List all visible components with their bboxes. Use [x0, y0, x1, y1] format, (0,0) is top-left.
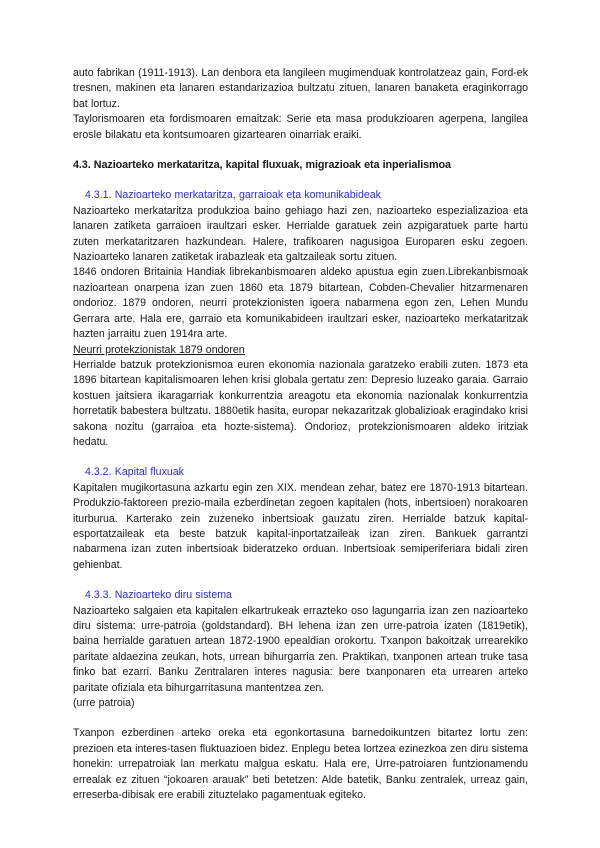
intro-paragraph-1: auto fabrikan (1911-1913). Lan denbora eta langileen mugimenduak kontrolatzeaz gain, Ford-ek tresnen, makinen eta lanaren estandarizazioa bultzatu zituen, lanaren banaketa eraginkorrago bat lortuz.	[73, 67, 528, 110]
sub1-paragraph-2: 1846 ondoren Britainia Handiak librekanbismoaren aldeko apustua egin zuen.Librekanbismoak nazioartean onarpena izan zuen 1860 eta 1879 bitartean, Cobden-Chevalier hitzarmenaren ondorioz. 1879 ondoren, neurri protekzionisten igoera nabarmena egon zen, Lehen Mundu Gerrara arte. Hala ere, garraio eta komunikabideen iraultzari esker, nazioarteko merkataritzak hazten jarraitu zuen 1914ra arte.	[73, 266, 528, 341]
sub1-paragraph-1: Nazioarteko merkataritza produkzioa baino gehiago hazi zen, nazioarteko espezializazioa eta lanaren zatiketa garraioen iraultzari esker. Herrialde garatuek zein azpigaratuek parte hartu zuten merkataritzaren hazkundean. Halere, trafikoaren nagusigoa Europaren esku zegoen. Nazioarteko lanaren zatiketak irabazleak eta galtzaileak sortu zituen.	[73, 204, 528, 264]
section-heading: 4.3. Nazioarteko merkataritza, kapital fluxuak, migrazioak eta inperialismoa	[73, 159, 451, 172]
subsection-heading-4-3-1: 4.3.1. Nazioarteko merkataritza, garraioak eta komunikabideak	[85, 189, 381, 202]
sub3-paragraph-1: Nazioarteko salgaien eta kapitalen elkartrukeak errazteko oso lagungarria izan zen nazioarteko diru sistema: urre-patroia (goldstandard). BH lehena izan zen urre-patroia izaten (1819etik), baina herrialde garatuen artean 1872-1900 epealdian orokortu. Txanpon bakoitzak urrearekiko paritate aldaezina zeukan, hots, urrean bihurgarria zen. Praktikan, txanponen artean truke tasa finko bat ezarri. Banku Zentralaren interes nagusia: bere txanponaren eta urrearen arteko paritate ofiziala eta bihurgarritasuna mantentzea zen.	[73, 604, 528, 694]
intro-paragraph-2: Taylorismoaren eta fordismoaren emaitzak: Serie eta masa produkzioaren agerpena, langilea erosle bilakatu eta kontsumoaren gizartearen oinarriak eraiki.	[73, 113, 528, 141]
sub2-paragraph-1: Kapitalen mugikortasuna azkartu egin zen XIX. mendean zehar, batez ere 1870-1913 bitartean. Produkzio-faktoreen prezio-maila ezberdinetan zegoen kapitalen (hots, inbertsioen) norakoaren iturburua. Karterako zein zuzeneko inbertsioak gauzatu ziren. Herrialde batzuk kapital-esportatzaileak eta beste batzuk kapital-inportatzaileak izan ziren. Bankuek garrantzi nabarmena izan zuten inbertsioak bideratzeko orduan. Inbertsioak semiperiferiara bidali ziren gehienbat.	[73, 481, 528, 571]
sub3-note: (urre patroia)	[73, 697, 135, 710]
paragraph-gap	[73, 711, 528, 726]
subsection-heading-4-3-2: 4.3.2. Kapital fluxuak	[85, 466, 184, 479]
sub3-paragraph-2: Txanpon ezberdinen arteko oreka eta egonkortasuna barnedoikuntzen bitartez lortu zen: prezioen eta interes-tasen fluktuazioen bidez. Enplegu betea lortzea ezinezkoa zen diru sistema honekin: urrepatroiak lan merkatu malgua eskatu. Hala ere, Urre-patroiaren funtzionamendu errealak ez zituen “jokoaren arauak” beti betetzen: Alde batetik, Banku zentralek, urreaz gain, erreserba-dibisak ere erabili zituztelako pagamentuak egiteko.	[73, 727, 528, 802]
subsection-heading-4-3-3: 4.3.3. Nazioarteko diru sistema	[85, 589, 232, 602]
document-page	[73, 66, 528, 803]
sub1-paragraph-3: Herrialde batzuk protekzionismoa euren ekonomia nazionala garatzeko erabili zuten. 1873 eta 1896 bitartean kapitalismoaren lehen krisi globala gertatu zen: Depresio luzeako garaia. Garraio kostuen jaitsiera ikaragarriak konkurrentzia areagotu eta ekonomia nazionalak konkurrentzia horretatik babestera bultzatu. 1880etik hasita, europar nekazaritzak globalizioak eragindako krisi sakona nozitu (garraioa eta hozte-sistema). Ondorioz, protekzionismoaren aldeko iritziak hedatu.	[73, 358, 528, 448]
sub1-underlined-subtitle: Neurri protekzionistak 1879 ondoren	[73, 343, 245, 356]
